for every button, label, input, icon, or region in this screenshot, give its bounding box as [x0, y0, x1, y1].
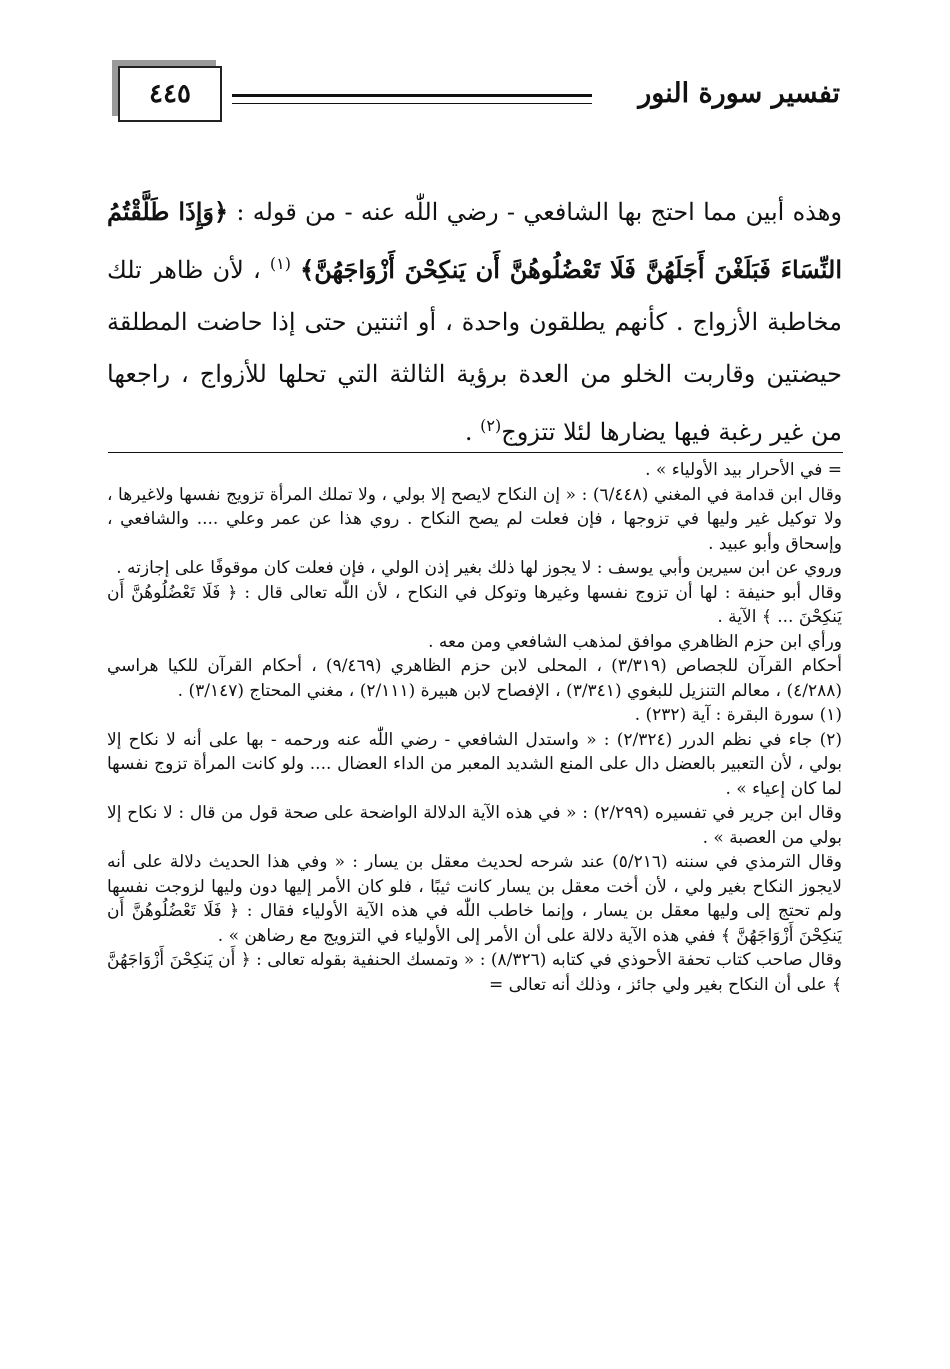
main-text: [107, 186, 842, 458]
main-paragraph: [107, 186, 842, 458]
footnote-line: = في الأحرار بيد الأولياء » .: [645, 460, 842, 480]
running-title: تفسير سورة النور: [638, 78, 840, 109]
continuation-text: ، لأن ظاهر تلك مخاطبة الأزواج . كأنهم يطلقون واحدة ، أو اثنتين حتى إذا حاضت المطلقة حيضتين وقاربت الخلو من العدة برؤية الثالثة التي تحلها للأزواج ، راجعها من غير رغبة فيها يضارها لئلا تتزوج: [107, 256, 842, 446]
footnote-ref-2: (٢): [480, 416, 502, 435]
footnote-2: (٢) جاء في نظم الدرر (٢/٣٢٤) : « واستدل الشافعي - رضي اللّٰه عنه ورحمه - بها على أنه لا نكاح إلا بولي ، لأن التعبير بالعضل دال على المنع الشديد المعبر من الداء العضال .... ولو كانت المرأة تزوج نفسها لما كان إعياء » .: [107, 729, 842, 799]
footnote-line: وقال أبو حنيفة : لها أن تزوج نفسها وغيرها وتوكل في النكاح ، لأن اللّٰه تعالى قال : ﴿ فَلَا تَعْضُلُوهُنَّ أَن يَنكِحْنَ ... ﴾ الآية .: [107, 582, 842, 627]
quran-verse: ﴿وَإِذَا طَلَّقْتُمُ النِّسَاءَ فَبَلَغْنَ أَجَلَهُنَّ فَلَا تَعْضُلُوهُنَّ أَن يَنكِحْنَ أَزْوَاجَهُنَّ﴾: [107, 197, 843, 284]
footnote-line: وروي عن ابن سيرين وأبي يوسف : لا يجوز لها ذلك بغير إذن الولي ، فإن فعلت كان موقوفًا على إجازته .: [116, 558, 842, 578]
footnote-line: وقال ابن جرير في تفسيره (٢/٢٩٩) : « في هذه الآية الدلالة الواضحة على صحة قول من قال : لا نكاح إلا بولي من العصبة » .: [107, 803, 843, 848]
footnote-divider: [108, 452, 843, 453]
footnote-line: وقال الترمذي في سننه (٥/٢١٦) عند شرحه لحديث معقل بن يسار : « وفي هذا الحديث دلالة على أنه لايجوز النكاح بغير ولي ، لأن أخت معقل بن يسار كانت ثيبًا ، فلو كان الأمر إليها دون وليها لزوجت نفسها ولم تحتج إلى وليها معقل بن يسار ، وإنما خاطب اللّٰه في هذه الآية الأولياء فقال : ﴿ فَلَا تَعْضُلُوهُنَّ أَن يَنكِحْنَ أَزْوَاجَهُنَّ ﴾ ففي هذه الآية دلالة على أن الأمر إلى الأولياء في التزويج مع رضاهن » .: [107, 852, 843, 946]
header-rule: [232, 94, 592, 104]
page-number-box: [118, 66, 222, 122]
page-number: ٤٤٥: [149, 79, 191, 109]
end-mark: .: [464, 418, 473, 446]
intro-text: وهذه أبين مما احتج بها الشافعي - رضي اللّٰه عنه - من قوله :: [236, 198, 842, 226]
page-header: [0, 60, 950, 140]
footnote-1: (١) سورة البقرة : آية (٢٣٢) .: [634, 705, 842, 725]
footnote-line: وقال صاحب كتاب تحفة الأحوذي في كتابه (٨/٣٢٦) : « وتمسك الحنفية بقوله تعالى : ﴿ أَن يَنكِحْنَ أَزْوَاجَهُنَّ ﴾ على أن النكاح بغير ولي جائز ، وذلك أنه تعالى =: [107, 950, 842, 995]
footnote-line: وقال ابن قدامة في المغني (٦/٤٤٨) : « إن النكاح لايصح إلا بولي ، ولا تملك المرأة تزويج نفسها ولاغيرها ، ولا توكيل غير وليها في تزوجها ، فإن فعلت لم يصح النكاح . روي هذا عن عمر وعلي .... والشافعي ، وإسحاق وأبو عبيد .: [107, 484, 843, 554]
footnote-ref-1: (١): [269, 254, 291, 273]
footnotes: [107, 458, 842, 997]
footnote-line: ورأي ابن حزم الظاهري موافق لمذهب الشافعي ومن معه .: [428, 631, 842, 652]
footnote-line: أحكام القرآن للجصاص (٣/٣١٩) ، المحلى لابن حزم الظاهري (٩/٤٦٩) ، أحكام القرآن للكيا هراسي (٤/٢٨٨) ، معالم التنزيل للبغوي (٣/٣٤١) ، الإفصاح لابن هبيرة (٢/١١١) ، مغني المحتاج (٣/١٤٧) .: [107, 656, 843, 701]
